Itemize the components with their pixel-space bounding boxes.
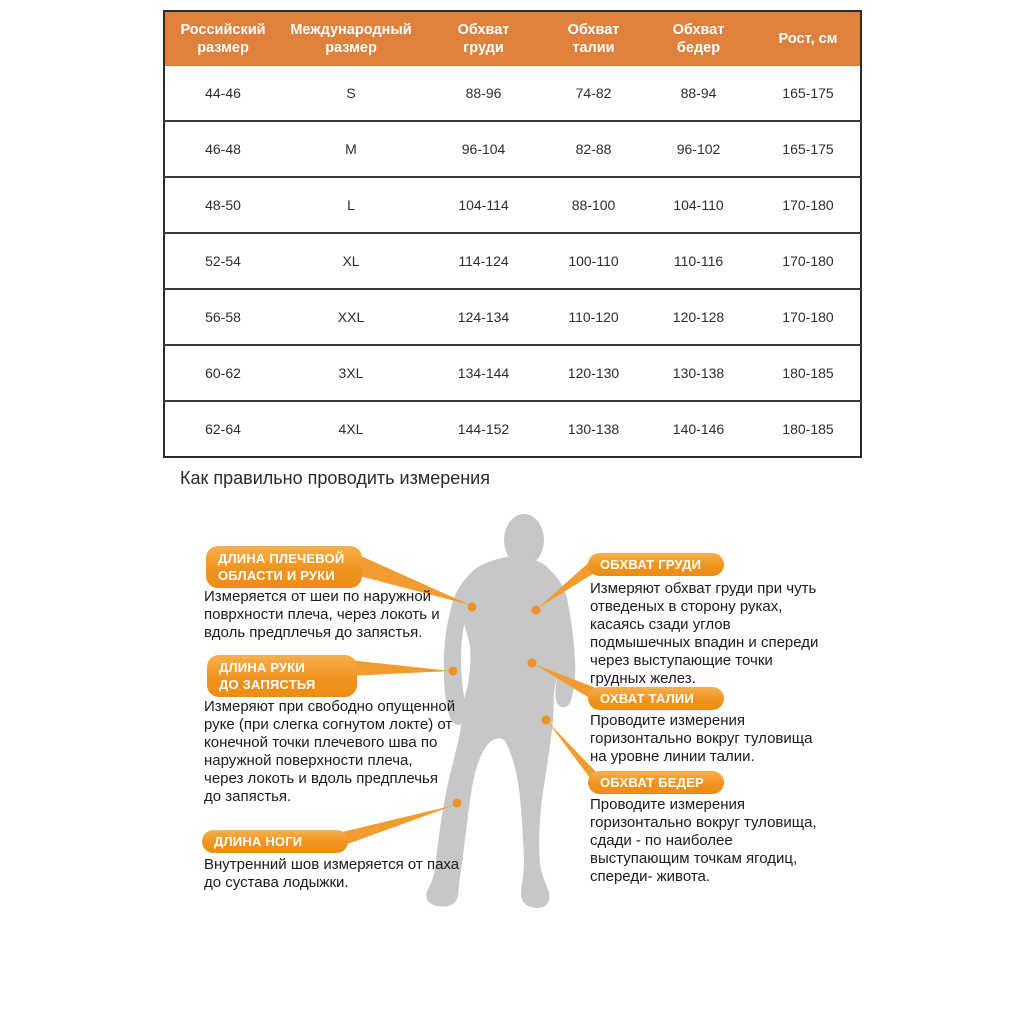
label-hips-girth <box>588 771 724 794</box>
label-shoulder-arm-length <box>206 546 362 588</box>
table-cell: 144-152 <box>421 401 546 457</box>
table-header-cell-international-size <box>281 11 421 66</box>
table-header-cell-waist <box>546 11 641 66</box>
label-line: ОБХВАТ ГРУДИ <box>600 557 702 572</box>
table-cell: 48-50 <box>164 177 281 233</box>
table-row <box>164 289 861 345</box>
table-cell: 140-146 <box>641 401 756 457</box>
table-cell: 170-180 <box>756 289 861 345</box>
label-arm-to-wrist-length <box>207 655 357 697</box>
table-header-cell-hips <box>641 11 756 66</box>
measurement-diagram <box>0 500 1024 970</box>
label-line: ОБХВАТ БЕДЕР <box>600 775 704 790</box>
table-cell: 3XL <box>281 345 421 401</box>
table-row <box>164 177 861 233</box>
pointer-dot-shoulder <box>468 603 477 612</box>
description-shoulder-arm-length: Измеряется от шеи по наружной поврхности плеча, через локоть и вдоль предплечья до запястья. <box>204 588 440 641</box>
description-waist-girth: Проводите измерения горизонтально вокруг туловища на уровне линии талии. <box>590 712 813 765</box>
label-line: ДЛИНА НОГИ <box>214 834 303 849</box>
label-line: ДЛИНА РУКИ <box>219 660 305 675</box>
table-cell: 88-96 <box>421 66 546 121</box>
table-row <box>164 66 861 121</box>
table-cell: 82-88 <box>546 121 641 177</box>
table-cell: 88-94 <box>641 66 756 121</box>
table-cell: 44-46 <box>164 66 281 121</box>
header-line: Обхват <box>672 22 725 38</box>
table-cell: 130-138 <box>641 345 756 401</box>
description-arm-to-wrist-length: Измеряют при свободно опущенной руке (при слегка согнутом локте) от конечной точки плечевого шва по наружной поверхности плеча, через локоть и вдоль предплечья до запястья. <box>204 698 456 805</box>
table-cell: 104-114 <box>421 177 546 233</box>
header-line: Международный <box>290 22 412 38</box>
table-cell: 165-175 <box>756 66 861 121</box>
pointer-dot-waist <box>528 659 537 668</box>
pointer-dot-hips <box>542 716 551 725</box>
table-cell: 88-100 <box>546 177 641 233</box>
table-cell: 56-58 <box>164 289 281 345</box>
table-cell: M <box>281 121 421 177</box>
diagram-canvas <box>0 500 1024 970</box>
table-header-cell-chest <box>421 11 546 66</box>
table-cell: L <box>281 177 421 233</box>
description-chest-girth: Измеряют обхват груди при чуть отведеных в сторону руках, касаясь сзади углов подмышечных впадин и спереди через выступающие точки грудных желез. <box>590 580 819 687</box>
table-cell: 110-120 <box>546 289 641 345</box>
table-cell: 100-110 <box>546 233 641 289</box>
pointer-dot-elbow <box>449 667 458 676</box>
table-cell: S <box>281 66 421 121</box>
table-cell: 52-54 <box>164 233 281 289</box>
header-line: Обхват <box>457 22 510 38</box>
table-cell: 134-144 <box>421 345 546 401</box>
table-cell: 4XL <box>281 401 421 457</box>
table-cell: 110-116 <box>641 233 756 289</box>
table-cell: 170-180 <box>756 233 861 289</box>
header-line: Рост, см <box>778 31 838 47</box>
header-line: груди <box>463 40 504 56</box>
label-line: ОХВАТ ТАЛИИ <box>600 691 694 706</box>
header-line: талии <box>572 40 615 56</box>
label-line: ДЛИНА ПЛЕЧЕВОЙ <box>218 551 345 566</box>
header-line: размер <box>197 40 249 56</box>
table-row <box>164 233 861 289</box>
label-chest-girth <box>588 553 724 576</box>
header-line: размер <box>325 40 377 56</box>
table-cell: 120-130 <box>546 345 641 401</box>
pointer-line-leg <box>342 805 455 846</box>
table-cell: 124-134 <box>421 289 546 345</box>
table-header-cell-height <box>756 11 861 66</box>
pointer-dot-chest <box>532 606 541 615</box>
table-cell: 96-102 <box>641 121 756 177</box>
label-leg-length <box>202 830 348 853</box>
table-cell: 96-104 <box>421 121 546 177</box>
size-table <box>163 10 862 458</box>
table-row <box>164 401 861 457</box>
table-cell: 165-175 <box>756 121 861 177</box>
table-cell: 104-110 <box>641 177 756 233</box>
table-cell: 46-48 <box>164 121 281 177</box>
table-header-row <box>164 11 861 66</box>
table-cell: 120-128 <box>641 289 756 345</box>
description-hips-girth: Проводите измерения горизонтально вокруг туловища, сдади - по наиболее выступающим точкам ягодиц, спереди- живота. <box>590 796 817 885</box>
table-row <box>164 345 861 401</box>
table-cell: 114-124 <box>421 233 546 289</box>
header-line: Российский <box>180 22 266 38</box>
label-line: ОБЛАСТИ И РУКИ <box>218 568 335 583</box>
table-cell: 170-180 <box>756 177 861 233</box>
table-cell: XL <box>281 233 421 289</box>
table-cell: 60-62 <box>164 345 281 401</box>
header-line: Обхват <box>567 22 620 38</box>
table-cell: XXL <box>281 289 421 345</box>
table-cell: 74-82 <box>546 66 641 121</box>
description-leg-length: Внутренний шов измеряется от паха до сустава лодыжки. <box>204 856 460 891</box>
header-line: бедер <box>676 40 721 56</box>
table-cell: 130-138 <box>546 401 641 457</box>
table-cell: 62-64 <box>164 401 281 457</box>
table-header-cell-russian-size <box>164 11 281 66</box>
table-cell: 180-185 <box>756 401 861 457</box>
pointer-line-arm-wrist <box>348 660 451 676</box>
label-line: ДО ЗАПЯСТЬЯ <box>219 677 316 692</box>
section-heading: Как правильно проводить измерения <box>180 468 490 488</box>
table-row <box>164 121 861 177</box>
label-waist-girth <box>588 687 724 710</box>
table-cell: 180-185 <box>756 345 861 401</box>
